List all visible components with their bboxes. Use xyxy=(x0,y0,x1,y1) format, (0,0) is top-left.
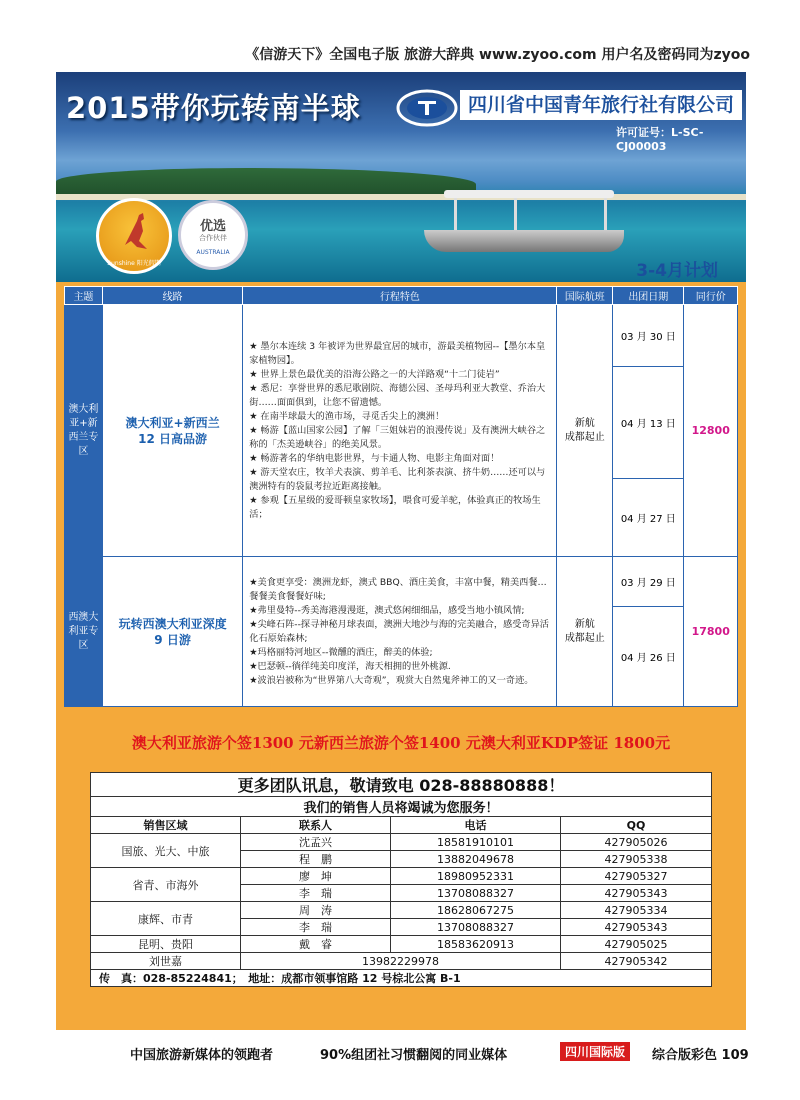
flight-route: 成都起止 xyxy=(564,632,605,644)
beach-graphic xyxy=(56,194,746,200)
person-name: 沈孟兴 xyxy=(241,834,391,851)
price-cell: 17800 xyxy=(684,557,738,707)
header-route: 线路 xyxy=(102,287,242,305)
person-name: 程 鹏 xyxy=(241,851,391,868)
fax-address: 传 真：028-85224841； 地址：成都市领事馆路 12 号棕北公寓 B-1 xyxy=(91,970,712,987)
col-person: 联系人 xyxy=(241,817,391,834)
table-row xyxy=(91,953,712,970)
table-row xyxy=(91,868,712,885)
person-phone: 13708088327 xyxy=(391,919,561,936)
price-cell: 12800 xyxy=(684,305,738,557)
flight-airline: 新航 xyxy=(574,417,595,429)
banner-title: 2015带你玩转南半球 xyxy=(66,91,361,125)
theme-cell: 澳大利亚+新西兰专区 xyxy=(65,305,103,557)
person-phone: 13882049678 xyxy=(391,851,561,868)
region-cell: 昆明、贵阳 xyxy=(91,936,241,953)
feature-item: ★ 畅游著名的华纳电影世界，与卡通人物、电影主角面对面！ xyxy=(249,452,500,464)
person-name: 周 涛 xyxy=(241,902,391,919)
features-cell xyxy=(243,305,557,557)
flight-cell xyxy=(557,557,613,707)
person-phone: 18581910101 xyxy=(391,834,561,851)
banner xyxy=(56,72,746,282)
table-row xyxy=(65,557,738,607)
theme-cell: 西澳大利亚专区 xyxy=(65,557,103,707)
flight-airline: 新航 xyxy=(574,618,595,630)
plan-label: 3-4月计划 xyxy=(636,261,718,281)
boat-graphic xyxy=(424,190,624,254)
contact-headline: 更多团队讯息，敬请致电 028-88880888！ xyxy=(91,773,712,797)
feature-item: ★玛格丽特河地区--微醺的酒庄，醉美的体验; xyxy=(249,646,433,658)
person-phone: 18628067275 xyxy=(391,902,561,919)
person-phone: 18980952331 xyxy=(391,868,561,885)
date-cell: 04 月 27 日 xyxy=(613,479,684,557)
col-qq: QQ xyxy=(561,817,712,834)
person-name: 刘世嘉 xyxy=(91,953,241,970)
route-cell xyxy=(102,557,242,707)
date-cell: 03 月 30 日 xyxy=(613,305,684,367)
feature-item: ★波浪岩被称为“世界第八大奇观”，观赏大自然鬼斧神工的又一奇迹。 xyxy=(249,674,534,686)
person-qq: 427905334 xyxy=(561,902,712,919)
sunshine-badge xyxy=(96,198,172,274)
person-phone: 13708088327 xyxy=(391,885,561,902)
person-qq: 427905343 xyxy=(561,919,712,936)
person-qq: 427905342 xyxy=(561,953,712,970)
partner-badge-sub: 合作伙伴 xyxy=(199,234,227,242)
partner-badge xyxy=(178,200,248,270)
feature-item: ★ 参观【五星级的爱哥顿皇家牧场】，喂食可爱羊驼，体验真正的牧场生活； xyxy=(249,494,541,520)
page-footer xyxy=(0,1040,800,1070)
company-logo-icon xyxy=(396,88,458,128)
col-phone: 电话 xyxy=(391,817,561,834)
contact-subline: 我们的销售人员将竭诚为您服务！ xyxy=(91,797,712,817)
partner-badge-brand: AUSTRALIA xyxy=(196,249,230,256)
person-name: 李 瑞 xyxy=(241,885,391,902)
header-date: 出团日期 xyxy=(613,287,684,305)
license-number: 许可证号：L-SC-CJ00003 xyxy=(616,126,704,153)
date-cell: 04 月 13 日 xyxy=(613,367,684,479)
person-qq: 427905026 xyxy=(561,834,712,851)
itinerary-table xyxy=(64,286,738,707)
feature-item: ★ 畅游【蓝山国家公园】了解「三姐妹岩的浪漫传说」及有澳洲大峡谷之称的「杰美逊峡谷」的绝美风景。 xyxy=(249,424,546,450)
feature-item: ★美食更享受：澳洲龙虾，澳式 BBQ、酒庄美食，丰富中餐，精美西餐… 餐餐美食餐餐好味; xyxy=(249,576,547,602)
table-row xyxy=(91,834,712,851)
feature-item: ★ 游天堂农庄，牧羊犬表演、剪羊毛、比利茶表演、挤牛奶……还可以与澳洲特有的袋鼠考拉近距离接触。 xyxy=(249,466,546,492)
flight-route: 成都起止 xyxy=(564,431,605,443)
person-name: 李 瑞 xyxy=(241,919,391,936)
sunshine-badge-text: Sunshine 阳光假期 xyxy=(107,260,161,267)
route-name: 玩转西澳大利亚深度 xyxy=(118,616,227,631)
person-qq: 427905338 xyxy=(561,851,712,868)
route-name: 澳大利亚+新西兰 xyxy=(125,415,220,430)
footer-slogan-1: 中国旅游新媒体的领跑者 xyxy=(130,1048,274,1063)
region-cell: 康辉、市青 xyxy=(91,902,241,936)
feature-item: ★巴瑟顿--徜徉纯美印度洋，海天相拥的世外桃源. xyxy=(249,660,451,672)
footer-slogan-2: 90%组团社习惯翻阅的同业媒体 xyxy=(320,1048,508,1063)
route-duration: 12 日高品游 xyxy=(138,431,208,446)
person-qq: 427905025 xyxy=(561,936,712,953)
person-phone: 18583620913 xyxy=(391,936,561,953)
feature-item: ★尖峰石阵--探寻神秘月球表面，澳洲大地沙与海的完美融合，感受奇异活化石原始森林; xyxy=(249,618,549,644)
feature-item: ★ 悉尼：享誉世界的悉尼歌剧院、海德公园、圣母玛利亚大教堂、乔治大街……面面俱到，让您不留遗憾。 xyxy=(249,382,546,408)
feature-item: ★ 墨尔本连续 3 年被评为世界最宜居的城市，游最美植物园--【墨尔本皇家植物园】。 xyxy=(249,340,546,366)
feature-item: ★ 在南半球最大的渔市场，寻觅舌尖上的澳洲！ xyxy=(249,410,445,422)
header-flight: 国际航班 xyxy=(557,287,613,305)
route-cell xyxy=(102,305,242,557)
top-header-line: 《信游天下》全国电子版 旅游大辞典 www.zyoo.com 用户名及密码同为zyoo xyxy=(245,47,750,63)
visa-prices: 澳大利亚旅游个签1300 元新西兰旅游个签1400 元澳大利亚KDP签证 1800元 xyxy=(131,734,671,752)
company-name: 四川省中国青年旅行社有限公司 xyxy=(460,90,742,120)
person-phone: 13982229978 xyxy=(241,953,561,970)
person-qq: 427905327 xyxy=(561,868,712,885)
table-row xyxy=(91,936,712,953)
header-theme: 主题 xyxy=(65,287,103,305)
contact-table xyxy=(90,772,712,987)
person-name: 廖 坤 xyxy=(241,868,391,885)
ad-frame xyxy=(56,72,746,1030)
date-cell: 03 月 29 日 xyxy=(613,557,684,607)
header-price: 同行价 xyxy=(684,287,738,305)
footer-tag: 四川国际版 xyxy=(560,1042,630,1061)
table-header-row xyxy=(65,287,738,305)
feature-item: ★ 世界上景色最优美的沿海公路之一的大洋路观“十二门徒岩” xyxy=(249,368,500,380)
col-region: 销售区域 xyxy=(91,817,241,834)
flight-cell xyxy=(557,305,613,557)
partner-badge-title: 优选 xyxy=(199,219,226,234)
table-row xyxy=(91,902,712,919)
route-duration: 9 日游 xyxy=(154,632,191,647)
person-name: 戴 睿 xyxy=(241,936,391,953)
contact-header-row xyxy=(91,817,712,834)
region-cell: 国旅、光大、中旅 xyxy=(91,834,241,868)
table-row xyxy=(91,970,712,987)
features-cell xyxy=(243,557,557,707)
region-cell: 省青、市海外 xyxy=(91,868,241,902)
kangaroo-icon xyxy=(119,211,153,251)
person-qq: 427905343 xyxy=(561,885,712,902)
footer-page: 综合版彩色 109 xyxy=(652,1048,749,1063)
feature-item: ★弗里曼特--秀美海港漫漫逛，澳式悠闲细细品，感受当地小镇风情; xyxy=(249,604,525,616)
header-features: 行程特色 xyxy=(243,287,557,305)
date-cell: 04 月 26 日 xyxy=(613,607,684,707)
table-row xyxy=(65,305,738,367)
